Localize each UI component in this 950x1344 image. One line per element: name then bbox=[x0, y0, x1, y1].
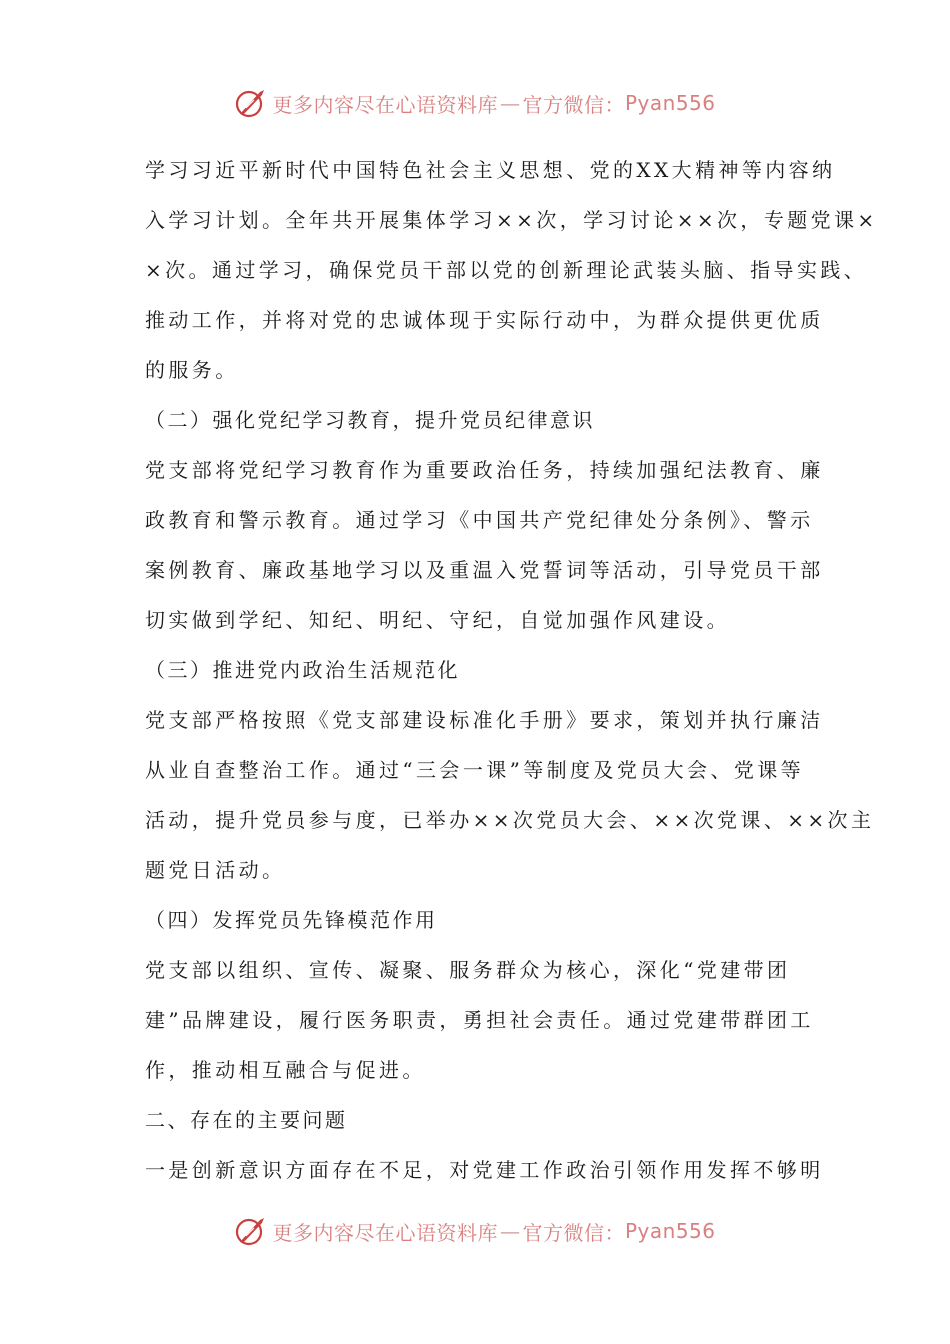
body-line: 的服务。 bbox=[145, 358, 239, 382]
section-heading: （四）发挥党员先锋模范作用 bbox=[145, 908, 438, 932]
body-line: 推动工作，并将对党的忠诚体现于实际行动中，为群众提供更优质 bbox=[145, 308, 824, 332]
body-line: 学习习近平新时代中国特色社会主义思想、党的XX大精神等内容纳 bbox=[145, 158, 836, 182]
watermark-wechat-label: 官方微信： bbox=[522, 1220, 625, 1245]
body-line: 切实做到学纪、知纪、明纪、守纪，自觉加强作风建设。 bbox=[145, 608, 730, 632]
body-line: 作，推动相互融合与促进。 bbox=[145, 1058, 426, 1082]
quill-pen-logo-icon bbox=[234, 86, 268, 120]
body-line: 题党日活动。 bbox=[145, 858, 286, 882]
body-line: 活动，提升党员参与度，已举办××次党员大会、××次党课、××次主 bbox=[145, 808, 875, 832]
body-line: 一是创新意识方面存在不足，对党建工作政治引领作用发挥不够明 bbox=[145, 1158, 824, 1182]
watermark-text: 更多内容尽在心语资料库 bbox=[272, 1220, 498, 1245]
section-heading: 二、存在的主要问题 bbox=[145, 1108, 348, 1132]
quill-pen-logo-icon bbox=[234, 1214, 268, 1248]
watermark-footer bbox=[0, 1211, 950, 1251]
body-line: ×次。通过学习，确保党员干部以党的创新理论武装头脑、指导实践、 bbox=[145, 258, 868, 282]
watermark-separator: — bbox=[499, 91, 521, 115]
body-line: 从业自查整治工作。通过“三会一课”等制度及党员大会、党课等 bbox=[145, 758, 805, 782]
section-heading: （三）推进党内政治生活规范化 bbox=[145, 658, 460, 682]
body-line: 党支部严格按照《党支部建设标准化手册》要求，策划并执行廉洁 bbox=[145, 708, 824, 732]
watermark-wechat-label: 官方微信： bbox=[522, 92, 625, 117]
body-line: 政教育和警示教育。通过学习《中国共产党纪律处分条例》、警示 bbox=[145, 508, 814, 532]
watermark-handle: Pyan556 bbox=[624, 91, 716, 115]
watermark-text: 更多内容尽在心语资料库 bbox=[272, 92, 498, 117]
document-body bbox=[145, 145, 878, 1195]
body-line: 案例教育、廉政基地学习以及重温入党誓词等活动，引导党员干部 bbox=[145, 558, 824, 582]
body-line: 党支部将党纪学习教育作为重要政治任务，持续加强纪法教育、廉 bbox=[145, 458, 824, 482]
watermark-header bbox=[0, 83, 950, 123]
body-line: 建”品牌建设，履行医务职责，勇担社会责任。通过党建带群团工 bbox=[145, 1008, 814, 1032]
body-line: 党支部以组织、宣传、凝聚、服务群众为核心，深化“党建带团 bbox=[145, 958, 791, 982]
watermark-handle: Pyan556 bbox=[624, 1219, 716, 1243]
body-line: 入学习计划。全年共开展集体学习××次，学习讨论××次，专题党课× bbox=[145, 208, 878, 232]
watermark-separator: — bbox=[499, 1219, 521, 1243]
section-heading: （二）强化党纪学习教育，提升党员纪律意识 bbox=[145, 408, 595, 432]
